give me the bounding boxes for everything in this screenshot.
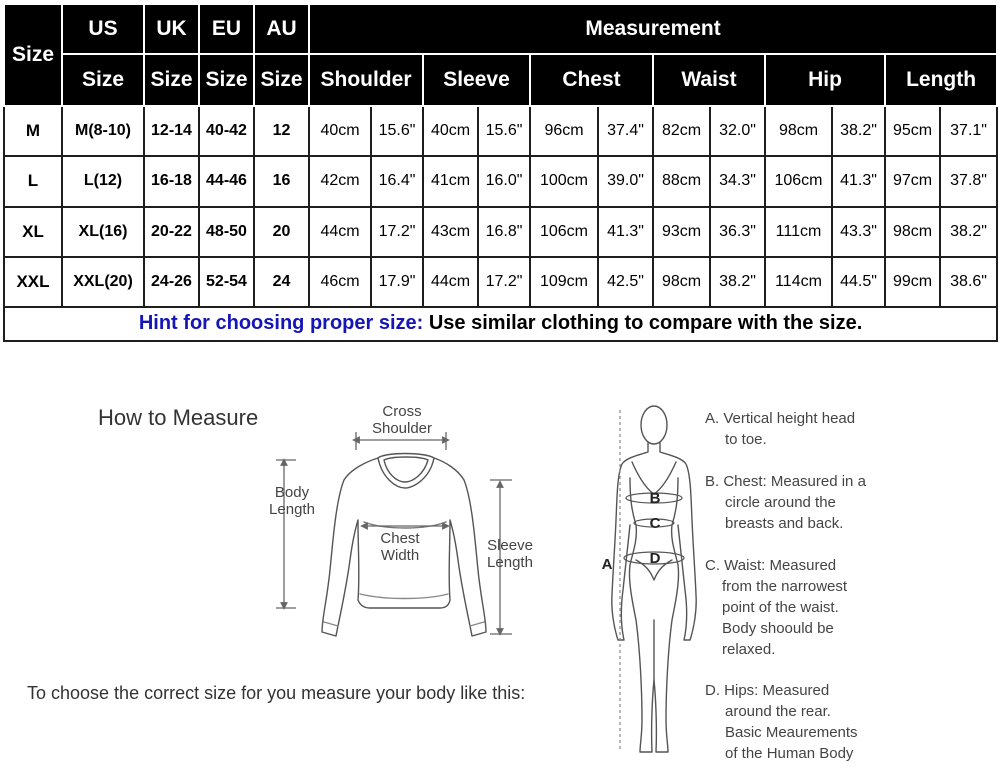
note-line: from the narrowest	[722, 578, 848, 595]
note-line: Basic Meaurements	[725, 724, 858, 741]
cell-au: 20	[254, 207, 309, 257]
hint-text: Use similar clothing to compare with the size.	[428, 312, 863, 335]
header-hip: Hip	[765, 54, 885, 106]
cell-size: L	[4, 156, 62, 206]
cell-length-cm: 97cm	[885, 156, 940, 206]
cell-sleeve-in: 16.8"	[478, 207, 530, 257]
cell-hip-in: 38.2"	[832, 106, 885, 156]
cell-uk: 24-26	[144, 257, 199, 307]
cell-waist-cm: 88cm	[653, 156, 710, 206]
hint-label: Hint for choosing proper size:	[138, 312, 424, 335]
cell-chest-cm: 106cm	[530, 207, 598, 257]
header-eu-bottom: Size	[199, 54, 254, 106]
cell-waist-in: 32.0"	[710, 106, 765, 156]
label-line: Sleeve	[487, 537, 533, 554]
label-line: Cross	[382, 403, 422, 420]
marker-d: D	[649, 550, 661, 567]
cell-shoulder-in: 17.9"	[371, 257, 423, 307]
cell-us: XL(16)	[62, 207, 144, 257]
cell-hip-in: 44.5"	[832, 257, 885, 307]
cell-hip-cm: 106cm	[765, 156, 832, 206]
cell-uk: 16-18	[144, 156, 199, 206]
note-line: D. Hips: Measured	[705, 682, 830, 699]
cell-uk: 20-22	[144, 207, 199, 257]
cell-eu: 52-54	[199, 257, 254, 307]
cell-hip-cm: 111cm	[765, 207, 832, 257]
header-uk-bottom: Size	[144, 54, 199, 106]
label-line: Body	[274, 484, 310, 501]
cell-hip-cm: 114cm	[765, 257, 832, 307]
note-c	[705, 555, 847, 660]
label-line: Shoulder	[371, 420, 433, 437]
cell-length-in: 38.2"	[940, 207, 997, 257]
cell-sleeve-cm: 43cm	[423, 207, 478, 257]
cell-us: XXL(20)	[62, 257, 144, 307]
choose-size-instruction: To choose the correct size for you measure your body like this:	[27, 683, 526, 703]
marker-a: A	[601, 556, 613, 573]
cell-waist-in: 38.2"	[710, 257, 765, 307]
cell-length-in: 37.1"	[940, 106, 997, 156]
cell-hip-cm: 98cm	[765, 106, 832, 156]
cell-waist-cm: 98cm	[653, 257, 710, 307]
header-us-top: US	[62, 4, 144, 54]
label-sleeve-length	[478, 537, 542, 571]
cell-us: M(8-10)	[62, 106, 144, 156]
how-to-measure-title: How to Measure	[98, 405, 259, 430]
label-line: Width	[380, 547, 420, 564]
header-chest: Chest	[530, 54, 653, 106]
cell-chest-in: 42.5"	[598, 257, 653, 307]
cell-au: 12	[254, 106, 309, 156]
marker-c: C	[649, 515, 661, 532]
cell-sleeve-cm: 41cm	[423, 156, 478, 206]
cell-hip-in: 41.3"	[832, 156, 885, 206]
cell-length-in: 38.6"	[940, 257, 997, 307]
header-sleeve: Sleeve	[423, 54, 530, 106]
label-cross-shoulder	[360, 403, 444, 437]
marker-b: B	[649, 490, 661, 507]
label-line: Length	[269, 501, 315, 518]
header-us-bottom: Size	[62, 54, 144, 106]
cell-hip-in: 43.3"	[832, 207, 885, 257]
label-chest-width	[370, 530, 430, 564]
cell-sleeve-cm: 40cm	[423, 106, 478, 156]
cell-shoulder-cm: 40cm	[309, 106, 371, 156]
cell-waist-in: 36.3"	[710, 207, 765, 257]
cell-waist-in: 34.3"	[710, 156, 765, 206]
cell-shoulder-in: 17.2"	[371, 207, 423, 257]
cell-length-cm: 99cm	[885, 257, 940, 307]
cell-eu: 40-42	[199, 106, 254, 156]
header-au-bottom: Size	[254, 54, 309, 106]
cell-length-cm: 98cm	[885, 207, 940, 257]
cell-eu: 44-46	[199, 156, 254, 206]
header-length: Length	[885, 54, 997, 106]
cell-eu: 48-50	[199, 207, 254, 257]
note-line: relaxed.	[722, 641, 776, 658]
cell-sleeve-in: 16.0"	[478, 156, 530, 206]
note-line: B. Chest: Measured in a	[705, 473, 866, 490]
cell-shoulder-cm: 46cm	[309, 257, 371, 307]
cell-us: L(12)	[62, 156, 144, 206]
header-au-top: AU	[254, 4, 309, 54]
cell-shoulder-in: 16.4"	[371, 156, 423, 206]
cell-size: XL	[4, 207, 62, 257]
cell-sleeve-cm: 44cm	[423, 257, 478, 307]
cell-length-in: 37.8"	[940, 156, 997, 206]
label-body-length	[262, 484, 322, 518]
cell-uk: 12-14	[144, 106, 199, 156]
note-a	[705, 408, 855, 450]
cell-size: M	[4, 106, 62, 156]
cell-au: 16	[254, 156, 309, 206]
note-b	[705, 471, 866, 534]
note-line: Body shoould be	[722, 620, 834, 637]
cell-chest-cm: 96cm	[530, 106, 598, 156]
cell-chest-in: 37.4"	[598, 106, 653, 156]
cell-chest-in: 39.0"	[598, 156, 653, 206]
cell-waist-cm: 82cm	[653, 106, 710, 156]
cell-chest-cm: 100cm	[530, 156, 598, 206]
note-line: point of the waist.	[722, 599, 839, 616]
note-line: around the rear.	[725, 703, 831, 720]
cell-shoulder-cm: 44cm	[309, 207, 371, 257]
cell-length-cm: 95cm	[885, 106, 940, 156]
header-eu-top: EU	[199, 4, 254, 54]
note-d	[705, 680, 858, 764]
cell-chest-cm: 109cm	[530, 257, 598, 307]
cell-size: XXL	[4, 257, 62, 307]
note-line: of the Human Body	[725, 745, 854, 762]
header-shoulder: Shoulder	[309, 54, 423, 106]
header-waist: Waist	[653, 54, 765, 106]
note-line: A. Vertical height head	[705, 410, 856, 427]
label-line: Length	[487, 554, 533, 571]
header-uk-top: UK	[144, 4, 199, 54]
label-line: Chest	[380, 530, 420, 547]
cell-waist-cm: 93cm	[653, 207, 710, 257]
header-size: Size	[4, 4, 62, 106]
cell-chest-in: 41.3"	[598, 207, 653, 257]
header-measurement: Measurement	[309, 4, 997, 54]
note-line: circle around the	[725, 494, 836, 511]
note-line: breasts and back.	[725, 515, 844, 532]
cell-sleeve-in: 15.6"	[478, 106, 530, 156]
note-line: C. Waist: Measured	[705, 557, 837, 574]
cell-sleeve-in: 17.2"	[478, 257, 530, 307]
cell-au: 24	[254, 257, 309, 307]
cell-shoulder-cm: 42cm	[309, 156, 371, 206]
note-line: to toe.	[725, 431, 767, 448]
cell-shoulder-in: 15.6"	[371, 106, 423, 156]
body-figure	[612, 406, 696, 752]
